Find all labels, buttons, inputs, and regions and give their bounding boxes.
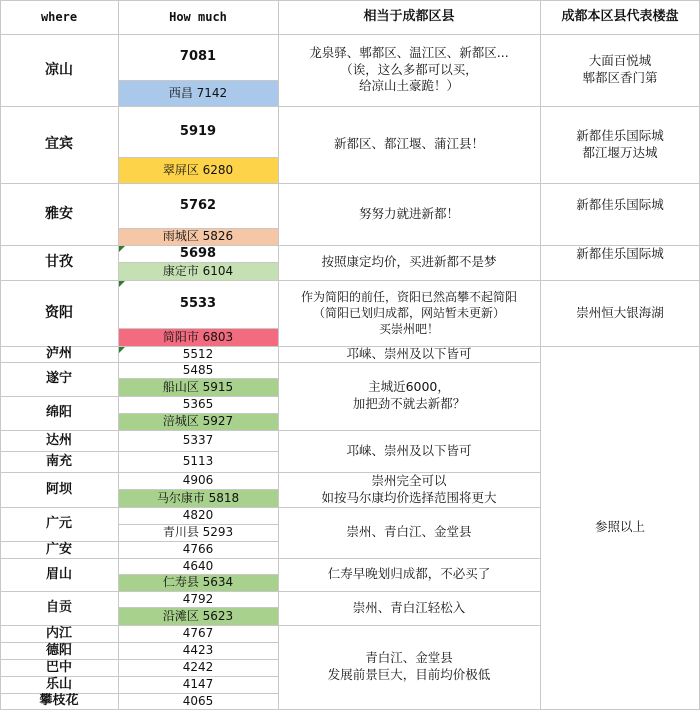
region-guangyuan: 广元 xyxy=(45,516,72,532)
equiv-yibin: 新都区、都江堰、蒲江县！ xyxy=(333,136,484,152)
region-aba: 阿坝 xyxy=(45,481,72,497)
value-aba: 4906 xyxy=(182,473,214,488)
region-mianyang: 绵阳 xyxy=(45,405,72,421)
sub-value-meishan: 仁寿县 5634 xyxy=(162,575,234,590)
equiv-yaan: 努努力就进新都！ xyxy=(358,205,459,221)
value-bazhong: 4242 xyxy=(182,660,214,675)
region-nanchong: 南充 xyxy=(45,453,72,469)
value-guangyuan: 4820 xyxy=(182,508,214,523)
equiv-ganzi: 按照康定均价，买进新都不是梦 xyxy=(321,254,497,270)
value-leshan: 4147 xyxy=(182,677,214,692)
region-guangan: 广安 xyxy=(45,541,72,557)
region-zigong: 自贡 xyxy=(45,600,72,616)
sub-value-mianyang: 涪城区 5927 xyxy=(162,414,234,429)
equiv-luzhou: 邛崃、崇州及以下皆可 xyxy=(346,346,472,361)
equiv-suining-mianyang: 主城近6000， 加把劲不就去新都？ xyxy=(352,379,466,411)
sub-value-guangyuan: 青川县 5293 xyxy=(162,525,234,540)
equiv-guangyuan-guangan: 崇州、青白江、金堂县 xyxy=(346,524,472,540)
region-bazhong: 巴中 xyxy=(45,659,72,675)
rep-lower-reference: 参照以上 xyxy=(594,519,645,535)
value-nanchong: 5113 xyxy=(182,454,214,469)
value-luzhou: 5512 xyxy=(182,346,214,361)
rep-yibin: 新都佳乐国际城 都江堰万达城 xyxy=(576,127,664,160)
sub-value-yibin: 翠屏区 6280 xyxy=(162,162,234,177)
equiv-ziyang: 作为简阳的前任，资阳已然高攀不起简阳 （简阳已划归成都，网站暂未更新） 买崇州吧！ xyxy=(300,289,517,337)
header-how-much: How much xyxy=(169,9,227,24)
region-panzhihua: 攀枝花 xyxy=(39,693,79,709)
sub-value-yaan: 雨城区 5826 xyxy=(162,229,234,244)
region-dazhou: 达州 xyxy=(45,432,72,448)
region-ganzi: 甘孜 xyxy=(45,254,73,271)
value-guangan: 4766 xyxy=(182,542,214,557)
header-representative: 成都本区县代表楼盘 xyxy=(561,9,679,25)
value-ziyang: 5533 xyxy=(179,296,217,312)
rep-liangshan: 大面百悦城 郫都区香门第 xyxy=(582,53,658,85)
region-meishan: 眉山 xyxy=(45,566,72,582)
value-mianyang: 5365 xyxy=(182,397,214,412)
value-dazhou: 5337 xyxy=(182,433,214,448)
equiv-zigong: 崇州、青白江轻松入 xyxy=(352,599,466,615)
value-deyang: 4423 xyxy=(182,643,214,658)
header-equivalent: 相当于成都区县 xyxy=(363,9,455,25)
value-neijiang: 4767 xyxy=(182,626,214,641)
region-yibin: 宜宾 xyxy=(45,136,73,153)
sub-value-aba: 马尔康市 5818 xyxy=(156,490,240,505)
region-leshan: 乐山 xyxy=(45,676,72,692)
region-deyang: 德阳 xyxy=(45,642,72,658)
region-luzhou: 泸州 xyxy=(45,346,72,362)
region-ziyang: 资阳 xyxy=(45,304,73,321)
sub-value-zigong: 沿滩区 5623 xyxy=(162,608,234,623)
rep-ziyang: 崇州恒大银海湖 xyxy=(576,304,664,320)
value-meishan: 4640 xyxy=(182,558,214,573)
equiv-bottom-group: 青白江、金堂县 发展前景巨大，目前均价极低 xyxy=(327,650,491,682)
value-suining: 5485 xyxy=(182,362,214,377)
value-panzhihua: 4065 xyxy=(182,693,214,708)
rep-yaan: 新都佳乐国际城 xyxy=(576,197,664,213)
equiv-meishan: 仁寿早晚划归成都，不必买了 xyxy=(327,566,491,582)
region-suining: 遂宁 xyxy=(45,371,72,387)
region-yaan: 雅安 xyxy=(45,205,73,222)
sub-value-ziyang: 简阳市 6803 xyxy=(162,329,234,344)
equiv-dazhou-nanchong: 邛崃、崇州及以下皆可 xyxy=(346,442,472,458)
region-liangshan: 凉山 xyxy=(45,61,73,78)
sub-value-ganzi: 康定市 6104 xyxy=(162,263,234,278)
equiv-liangshan: 龙泉驿、郫都区、温江区、新都区... （诶，这么多都可以买， 给凉山土豪跪！） xyxy=(309,44,509,94)
equiv-aba: 崇州完全可以 如按马尔康均价选择范围将更大 xyxy=(321,472,497,505)
rep-ganzi: 新都佳乐国际城 xyxy=(576,246,664,262)
value-yibin: 5919 xyxy=(179,123,217,139)
region-neijiang: 内江 xyxy=(45,625,72,641)
value-zigong: 4792 xyxy=(182,591,214,606)
sub-value-suining: 船山区 5915 xyxy=(162,379,234,394)
sub-value-liangshan: 西昌 7142 xyxy=(168,85,228,100)
value-yaan: 5762 xyxy=(179,197,217,213)
value-ganzi: 5698 xyxy=(179,245,217,261)
value-liangshan: 7081 xyxy=(179,49,217,65)
header-where: where xyxy=(40,9,78,24)
